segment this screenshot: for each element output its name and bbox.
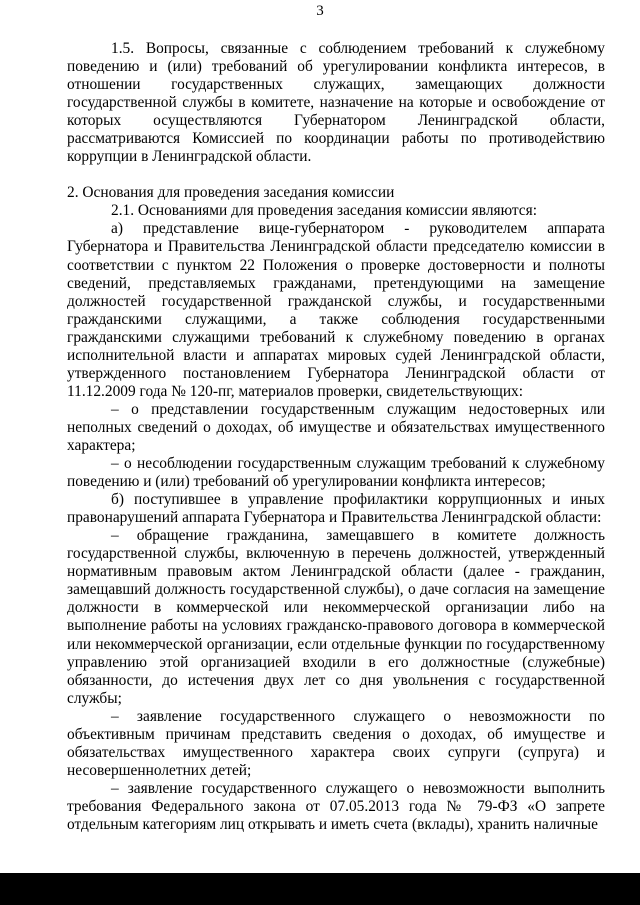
paragraph-2-1: 2.1. Основаниями для проведения заседания комиссии являются:: [111, 202, 537, 220]
document-body: [67, 40, 605, 834]
section-2-heading: 2. Основания для проведения заседания комиссии: [67, 184, 395, 202]
paragraph-1-5: 1.5. Вопросы, связанные с соблюдением требований к служебному поведению и (или) требований об урегулировании конфликта интересов, в отношении государственных служащих, замещающих должности государственной службы в комитете, назначение на которые и освобождение от которых осуществляются Губернатором Ленинградской области, рассматриваются Комиссией по координации работы по противодействию коррупции в Ленинградской области.: [67, 40, 605, 166]
page-number: 3: [316, 3, 324, 19]
scan-bottom-border: [0, 873, 640, 905]
paragraph-a-item-2: – о несоблюдении государственным служащим требований к служебному поведению и (или) требований об урегулировании конфликта интересов;: [67, 455, 605, 491]
paragraph-2-1-a: а) представление вице-губернатором - руководителем аппарата Губернатора и Правительства Ленинградской области председателю комиссии в соответствии с пунктом 22 Положения о проверке достоверности и полноты сведений, представляемых гражданами, претендующими на замещение должностей государственной гражданской службы, и государственными гражданскими служащими, а также соблюдения государственными гражданскими служащими требований к служебному поведению в органах исполнительной власти и аппаратах мировых судей Ленинградской области, утвержденного постановлением Губернатора Ленинградской области от 11.12.2009 года № 120-пг, материалов проверки, свидетельствующих:: [67, 220, 605, 400]
paragraph-b-item-1: – обращение гражданина, замещавшего в комитете должность государственной службы, включенную в перечень должностей, утвержденный нормативным правовым актом Ленинградской области (далее - гражданин, замещавший должность государственной службы), о даче согласия на замещение должности в коммерческой или некоммерческой организации либо на выполнение работы на условиях гражданско-правового договора в коммерческой или некоммерческой организации, если отдельные функции по государственному управлению этой организацией входили в его должностные (служебные) обязанности, до истечения двух лет со дня увольнения с государственной службы;: [67, 527, 605, 707]
paragraph-a-item-1: – о представлении государственным служащим недостоверных или неполных сведений о доходах, об имуществе и обязательствах имущественного характера;: [67, 400, 605, 454]
paragraph-b-item-3: – заявление государственного служащего о невозможности выполнить требования Федерального закона от 07.05.2013 года № 79-ФЗ «О запрете отдельным категориям лиц открывать и иметь счета (вклады), хранить наличные: [67, 779, 605, 833]
paragraph-b-item-2: – заявление государственного служащего о невозможности по объективным причинам представить сведения о доходах, об имуществе и обязательствах имущественного характера своих супруги (супруга) и несовершеннолетних детей;: [67, 707, 605, 779]
paragraph-2-1-b: б) поступившее в управление профилактики коррупционных и иных правонарушений аппарата Губернатора и Правительства Ленинградской области:: [67, 491, 605, 527]
